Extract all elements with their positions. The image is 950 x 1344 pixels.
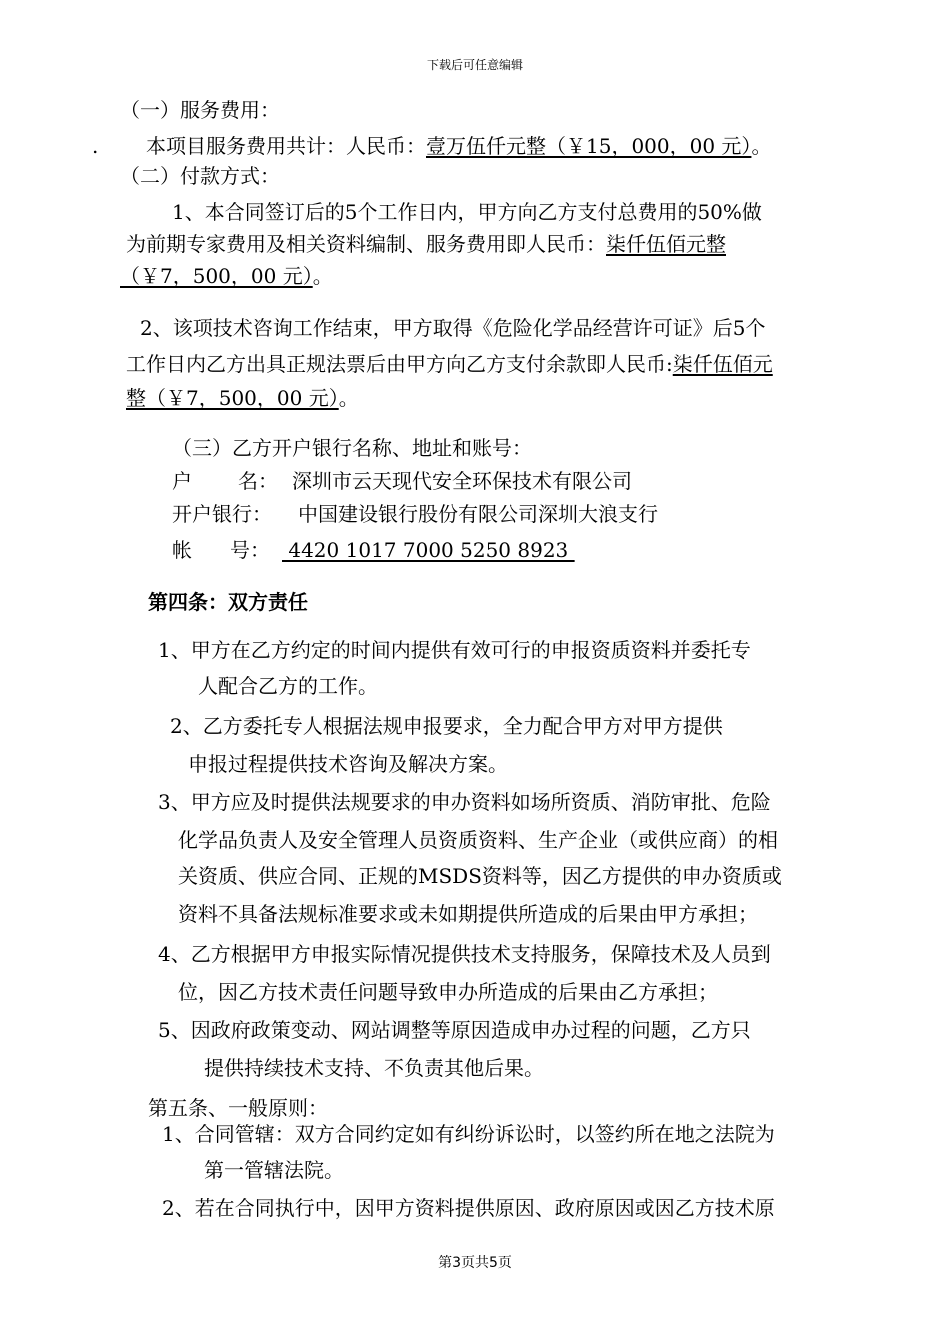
bank-name-label-1: 户 (172, 469, 192, 493)
article4-line: 2、乙方委托专人根据法规申报要求，全力配合甲方对甲方提供 (170, 714, 723, 738)
payment-item2-line3 (126, 384, 359, 412)
bank-bank-value: 中国建设银行股份有限公司深圳大浪支行 (298, 502, 658, 526)
payment-item2-amount-figure: 整（￥7，500，00 元） (126, 386, 339, 410)
bank-account-label-2: 号： (230, 538, 270, 562)
bullet-dot: . (92, 134, 99, 158)
article5-title: 第五条、一般原则： (148, 1096, 328, 1120)
fees-heading: （一）服务费用： (120, 98, 280, 122)
article4-line: 1、甲方在乙方约定的时间内提供有效可行的申报资质资料并委托专 (158, 638, 751, 662)
fees-total-line (146, 132, 771, 160)
article4-line: 提供持续技术支持、不负责其他后果。 (204, 1056, 544, 1080)
bank-bank-row (172, 500, 658, 528)
bank-name-row (172, 467, 632, 495)
article4-line: 4、乙方根据甲方申报实际情况提供技术支持服务，保障技术及人员到 (158, 942, 771, 966)
article4-title: 第四条：双方责任 (148, 590, 308, 614)
payment-item1-line1: 1、本合同签订后的5个工作日内，甲方向乙方支付总费用的50%做 (172, 200, 762, 224)
payment-item2-line1: 2、该项技术咨询工作结束，甲方取得《危险化学品经营许可证》后5个 (140, 316, 766, 340)
payment-item2-amount: 柒仟伍佰元 (672, 352, 773, 376)
article4-line: 关资质、供应合同、正规的MSDS资料等，因乙方提供的申办资质或 (178, 864, 782, 888)
bank-account-value: 4420 1017 7000 5250 8923 (282, 538, 575, 562)
article4-line: 人配合乙方的工作。 (198, 674, 378, 698)
payment-item1-amount: 柒仟伍佰元整 (606, 232, 726, 256)
bank-name-label-2: 名： (238, 469, 278, 493)
page-header: 下载后可任意编辑 (426, 58, 523, 72)
bank-account-row (172, 536, 575, 564)
bank-bank-label: 开户银行： (172, 502, 272, 526)
bank-heading: （三）乙方开户银行名称、地址和账号： (172, 436, 532, 460)
article5-line: 第一管辖法院。 (204, 1158, 344, 1182)
payment-item1-amount-figure: （￥7，500，00 元） (120, 264, 313, 288)
payment-item1-line2 (126, 230, 726, 258)
fees-total-suffix: 。 (751, 134, 772, 158)
payment-item1-line3 (120, 262, 333, 290)
article4-line: 申报过程提供技术咨询及解决方案。 (188, 752, 508, 776)
fees-total-prefix: 本项目服务费用共计：人民币： (146, 134, 426, 158)
payment-item1-suffix: 。 (312, 264, 333, 288)
payment-item2-line2 (126, 350, 773, 378)
fees-total-amount: 壹万伍仟元整（￥15，000，00 元） (426, 134, 752, 158)
payment-heading: （二）付款方式： (120, 164, 280, 188)
payment-item2-suffix: 。 (338, 386, 359, 410)
article4-line: 位，因乙方技术责任问题导致申办所造成的后果由乙方承担； (178, 980, 718, 1004)
article5-line: 2、若在合同执行中，因甲方资料提供原因、政府原因或因乙方技术原 (162, 1196, 775, 1220)
payment-item1-prefix: 为前期专家费用及相关资料编制、服务费用即人民币： (126, 232, 606, 256)
article4-line: 资料不具备法规标准要求或未如期提供所造成的后果由甲方承担； (178, 902, 758, 926)
article5-line: 1、合同管辖：双方合同约定如有纠纷诉讼时，以签约所在地之法院为 (162, 1122, 775, 1146)
article4-line: 化学品负责人及安全管理人员资质资料、生产企业（或供应商）的相 (178, 828, 778, 852)
bank-account-label-1: 帐 (172, 538, 192, 562)
payment-item2-prefix: 工作日内乙方出具正规法票后由甲方向乙方支付余款即人民币: (126, 352, 673, 376)
page-footer: 第3页共5页 (438, 1255, 512, 1271)
article4-line: 3、甲方应及时提供法规要求的申办资料如场所资质、消防审批、危险 (158, 790, 771, 814)
article4-line: 5、因政府政策变动、网站调整等原因造成申办过程的问题，乙方只 (158, 1018, 751, 1042)
bank-name-value: 深圳市云天现代安全环保技术有限公司 (292, 469, 632, 493)
